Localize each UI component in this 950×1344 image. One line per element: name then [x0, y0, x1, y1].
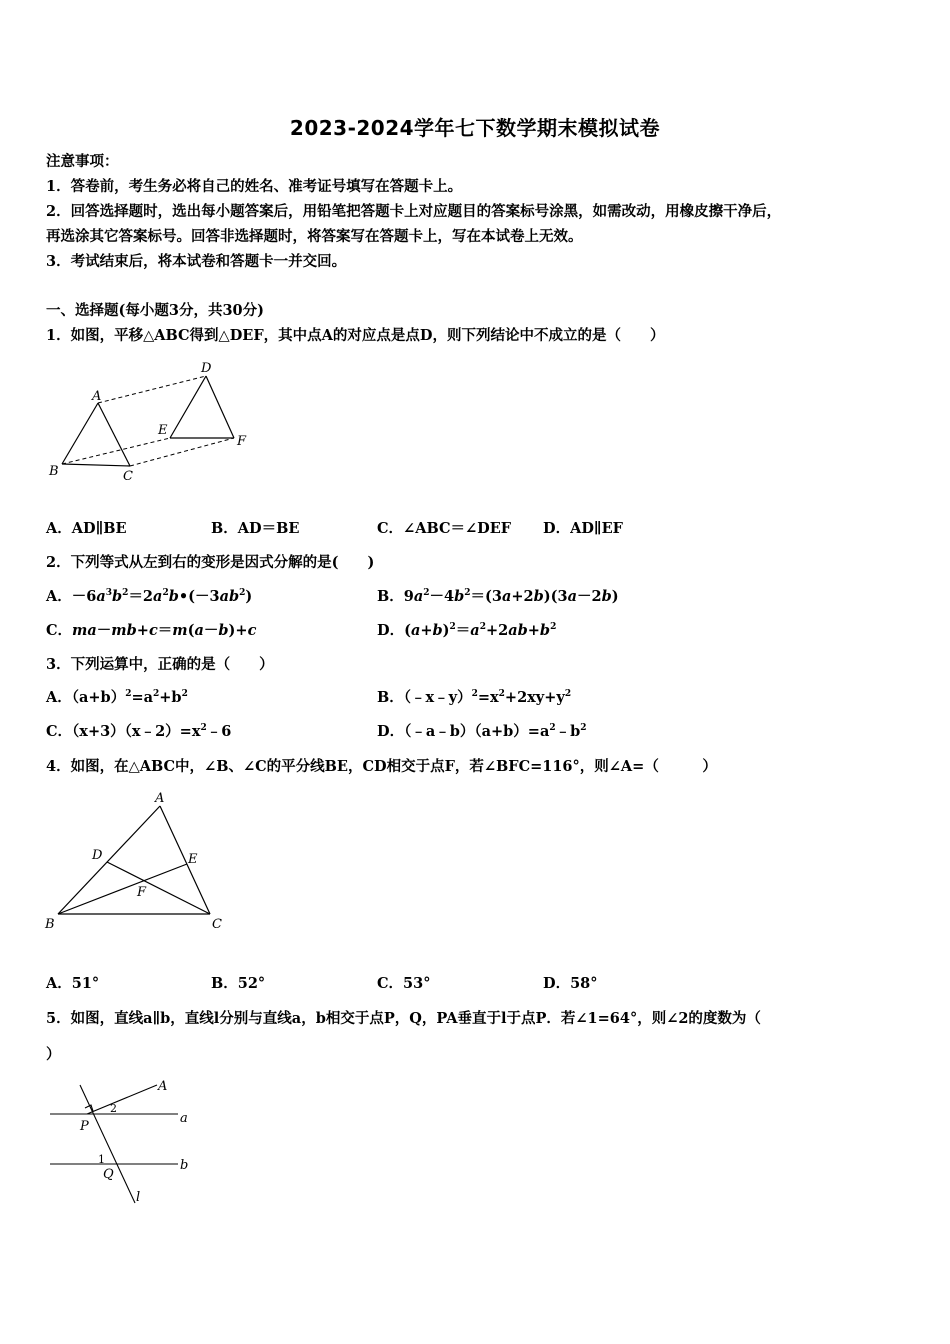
- q1-option-b: B．AD＝BE: [211, 520, 300, 537]
- label-b: b: [180, 1158, 189, 1173]
- question-4-figure: [40, 786, 240, 936]
- label-A: A: [158, 1079, 168, 1094]
- label-A: A: [92, 389, 102, 404]
- question-5-stem-end: ）: [46, 1046, 61, 1063]
- q2-option-c: C．ma－mb+c＝m(a－b)+c: [46, 622, 257, 639]
- q3-option-b: B．$(﹣x﹣y)^2=x^2+2xy+y^2$: [377, 689, 572, 706]
- question-4-stem: 4．如图，在△ABC中，∠B、∠C的平分线BE，CD相交于点F，若∠BFC=116°，则∠A=（ ）: [46, 758, 717, 775]
- notice-item-2a: 2．回答选择题时，选出每小题答案后，用铅笔把答题卡上对应题目的答案标号涂黑，如需改动，用橡皮擦干净后，: [46, 203, 782, 220]
- question-1-stem: 1．如图，平移△ABC得到△DEF，其中点A的对应点是点D，则下列结论中不成立的是（ ）: [46, 327, 665, 344]
- label-l: l: [136, 1190, 141, 1205]
- q1-option-d: D．AD∥EF: [543, 520, 623, 537]
- q3-option-d: D．$(﹣a﹣b)(a+b)=a^2﹣b^2$: [377, 723, 587, 740]
- notice-item-3: 3．考试结束后，将本试卷和答题卡一并交回。: [46, 253, 347, 270]
- question-2-stem: 2．下列等式从左到右的变形是因式分解的是( ): [46, 554, 375, 571]
- q2-option-a: A．$-6a^3b^2=2a^2b•(-3ab^2)$: [46, 588, 253, 605]
- label-Q: Q: [103, 1167, 114, 1182]
- label-C: C: [212, 917, 222, 932]
- label-E: E: [188, 852, 198, 867]
- question-5-stem: 5．如图，直线a∥b，直线l分别与直线a，b相交于点P，Q，PA垂直于l于点P．若∠1=64°，则∠2的度数为（: [46, 1010, 761, 1027]
- notice-item-1: 1．答卷前，考生务必将自己的姓名、准考证号填写在答题卡上。: [46, 178, 463, 195]
- label-F: F: [237, 434, 247, 449]
- label-A: A: [155, 791, 165, 806]
- q4-option-d: D．58°: [543, 975, 598, 992]
- label-E: E: [158, 423, 168, 438]
- q3-option-c: C．$(x+3)(x﹣2)=x^2﹣6$: [46, 723, 232, 740]
- question-5-figure: [40, 1075, 210, 1215]
- section-heading: 一、选择题(每小题3分，共30分): [46, 302, 264, 319]
- label-F: F: [137, 885, 147, 900]
- q4-option-c: C．53°: [377, 975, 431, 992]
- label-angle-2: 2: [110, 1102, 117, 1115]
- label-D: D: [92, 848, 103, 863]
- label-B: B: [45, 917, 55, 932]
- q1-option-c: C．∠ABC＝∠DEF: [377, 520, 512, 537]
- notice-item-2b: 再选涂其它答案标号。回答非选择题时，将答案写在答题卡上，写在本试卷上无效。: [46, 228, 583, 245]
- notice-heading: 注意事项：: [46, 153, 119, 170]
- label-a: a: [180, 1111, 188, 1126]
- label-D: D: [201, 361, 212, 376]
- label-angle-1: 1: [98, 1153, 105, 1166]
- q1-option-a: A．AD∥BE: [46, 520, 127, 537]
- page-title: 2023-2024学年七下数学期末模拟试卷: [289, 116, 661, 140]
- label-P: P: [80, 1119, 89, 1134]
- q2-option-d: D．$(a+b)^2=a^2+2ab+b^2$: [377, 622, 557, 639]
- q3-option-a: A．$(a+b)^2=a^2+b^2$: [46, 689, 188, 706]
- label-B: B: [49, 464, 59, 479]
- q2-option-b: B．$9a^2-4b^2=(3a+2b)(3a-2b)$: [377, 588, 619, 605]
- question-3-stem: 3．下列运算中，正确的是（ ）: [46, 656, 274, 673]
- label-C: C: [123, 469, 133, 484]
- q4-option-a: A．51°: [46, 975, 100, 992]
- q4-option-b: B．52°: [211, 975, 266, 992]
- question-1-figure: [40, 356, 260, 486]
